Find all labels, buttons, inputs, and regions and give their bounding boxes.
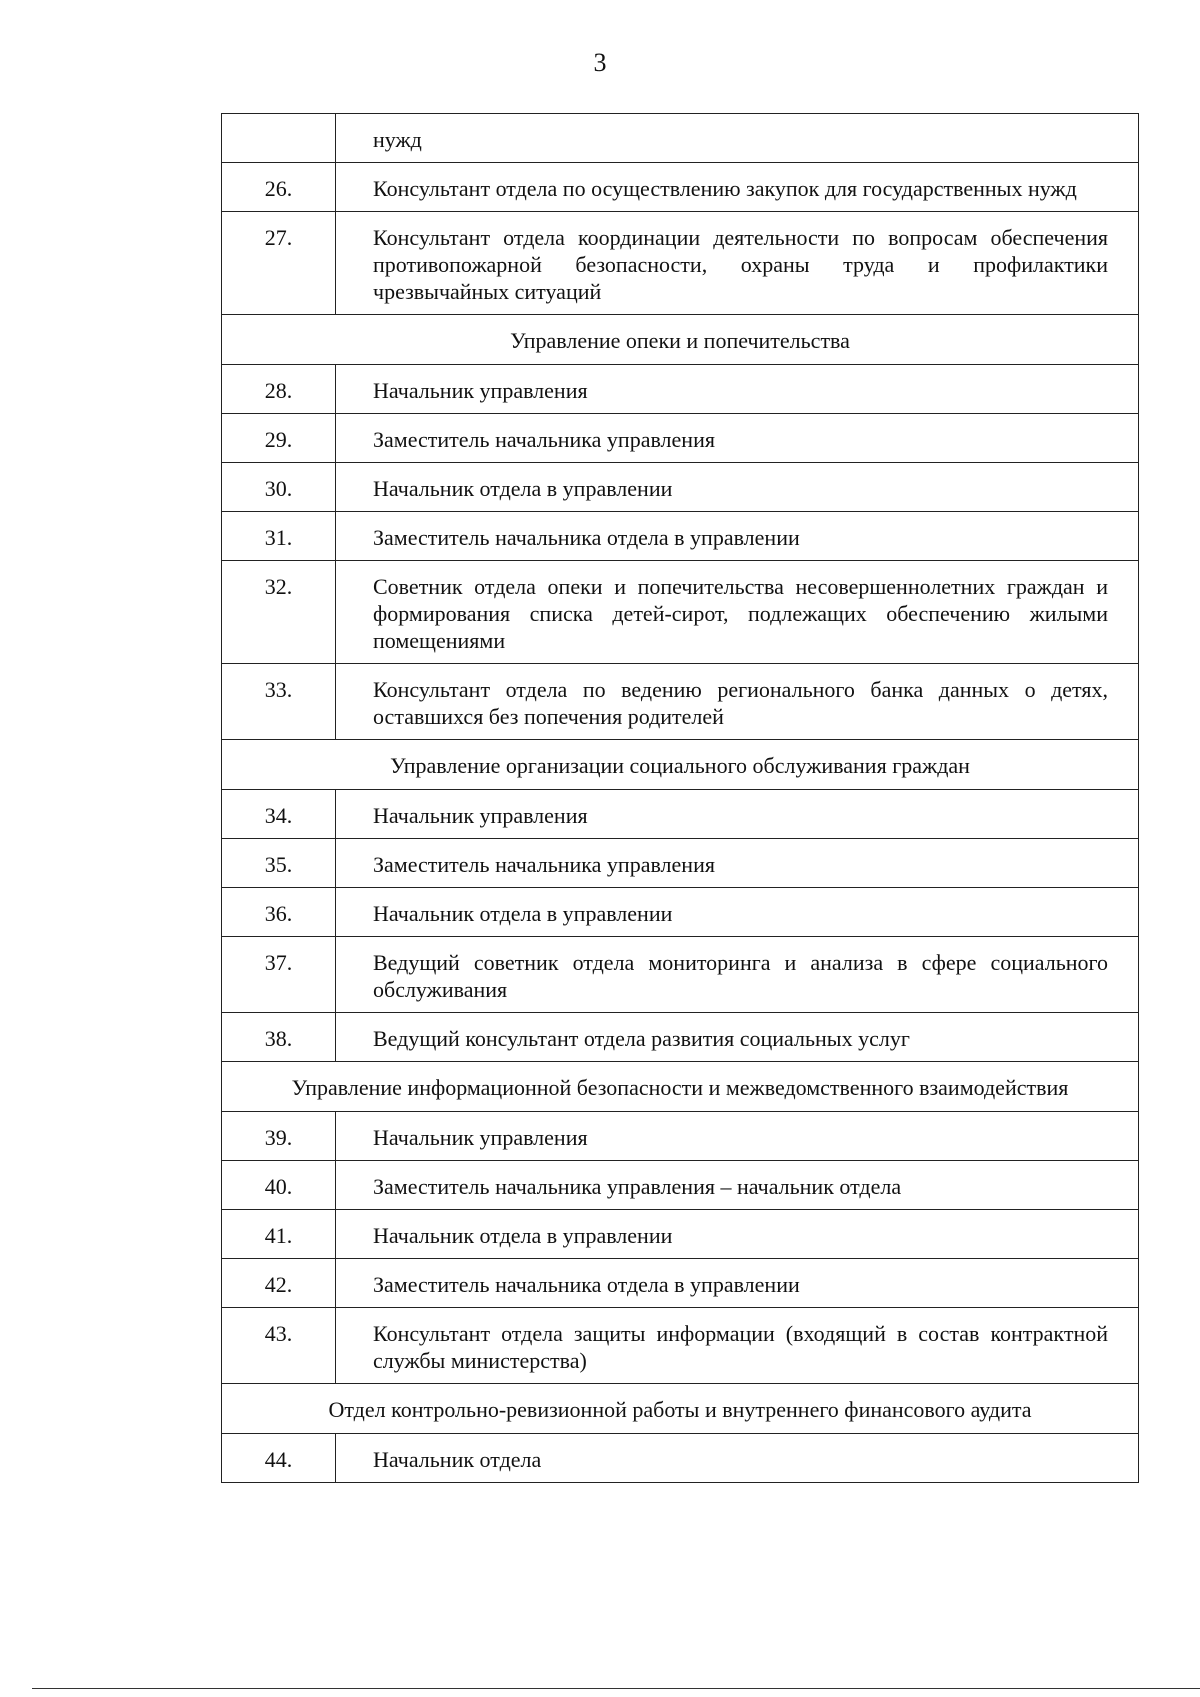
table-row — [222, 1434, 1139, 1483]
section-header-row — [222, 1062, 1139, 1112]
table-row — [222, 1112, 1139, 1161]
row-number: 38. — [222, 1013, 336, 1062]
table-row — [222, 839, 1139, 888]
row-number: 42. — [222, 1259, 336, 1308]
row-number: 37. — [222, 937, 336, 1013]
position-title: Начальник управления — [336, 365, 1139, 414]
position-title: нужд — [336, 114, 1139, 163]
section-header-row — [222, 315, 1139, 365]
section-title: Управление организации социального обслуживания граждан — [222, 740, 1139, 790]
row-number: 27. — [222, 212, 336, 315]
position-title: Заместитель начальника управления — [336, 414, 1139, 463]
section-title: Отдел контрольно-ревизионной работы и внутреннего финансового аудита — [222, 1384, 1139, 1434]
table-row — [222, 1161, 1139, 1210]
position-title: Консультант отдела по осуществлению закупок для государственных нужд — [336, 163, 1139, 212]
row-number: 32. — [222, 561, 336, 664]
row-number: 33. — [222, 664, 336, 740]
position-title: Консультант отдела по ведению регионального банка данных о детях, оставшихся без попечения родителей — [336, 664, 1139, 740]
row-number: 28. — [222, 365, 336, 414]
position-title: Заместитель начальника отдела в управлении — [336, 1259, 1139, 1308]
position-title: Ведущий советник отдела мониторинга и анализа в сфере социального обслуживания — [336, 937, 1139, 1013]
row-number: 39. — [222, 1112, 336, 1161]
table-row — [222, 1308, 1139, 1384]
section-header-row — [222, 740, 1139, 790]
row-number: 26. — [222, 163, 336, 212]
section-title: Управление информационной безопасности и межведомственного взаимодействия — [222, 1062, 1139, 1112]
position-title: Начальник управления — [336, 790, 1139, 839]
table-row — [222, 561, 1139, 664]
table-row — [222, 365, 1139, 414]
position-title: Ведущий консультант отдела развития социальных услуг — [336, 1013, 1139, 1062]
row-number: 44. — [222, 1434, 336, 1483]
row-number: 29. — [222, 414, 336, 463]
row-number: 41. — [222, 1210, 336, 1259]
position-title: Заместитель начальника управления — [336, 839, 1139, 888]
row-number: 31. — [222, 512, 336, 561]
position-title: Начальник управления — [336, 1112, 1139, 1161]
row-number: 43. — [222, 1308, 336, 1384]
table-row — [222, 163, 1139, 212]
row-number: 34. — [222, 790, 336, 839]
section-header-row — [222, 1384, 1139, 1434]
position-title: Начальник отдела в управлении — [336, 1210, 1139, 1259]
position-title: Заместитель начальника отдела в управлении — [336, 512, 1139, 561]
table-row — [222, 212, 1139, 315]
table-row — [222, 1210, 1139, 1259]
table-row — [222, 888, 1139, 937]
table-row — [222, 463, 1139, 512]
row-number: 30. — [222, 463, 336, 512]
table-row — [222, 114, 1139, 163]
position-title: Начальник отдела — [336, 1434, 1139, 1483]
table-row — [222, 1259, 1139, 1308]
position-title: Советник отдела опеки и попечительства несовершеннолетних граждан и формирования списка детей-сирот, подлежащих обеспечению жилыми помещениями — [336, 561, 1139, 664]
position-title: Начальник отдела в управлении — [336, 888, 1139, 937]
table-row — [222, 1013, 1139, 1062]
positions-table — [221, 113, 1139, 1483]
table-row — [222, 790, 1139, 839]
position-title: Заместитель начальника управления – начальник отдела — [336, 1161, 1139, 1210]
positions-table-body — [222, 114, 1139, 1483]
table-row — [222, 512, 1139, 561]
table-row — [222, 664, 1139, 740]
section-title: Управление опеки и попечительства — [222, 315, 1139, 365]
table-row — [222, 414, 1139, 463]
position-title: Консультант отдела защиты информации (входящий в состав контрактной службы министерства) — [336, 1308, 1139, 1384]
table-row — [222, 937, 1139, 1013]
page-number: 3 — [593, 48, 607, 77]
row-number: 36. — [222, 888, 336, 937]
row-number: 35. — [222, 839, 336, 888]
row-number — [222, 114, 336, 163]
row-number: 40. — [222, 1161, 336, 1210]
position-title: Начальник отдела в управлении — [336, 463, 1139, 512]
position-title: Консультант отдела координации деятельности по вопросам обеспечения противопожарной безопасности, охраны труда и профилактики чрезвычайных ситуаций — [336, 212, 1139, 315]
footer-divider — [32, 1688, 1200, 1689]
